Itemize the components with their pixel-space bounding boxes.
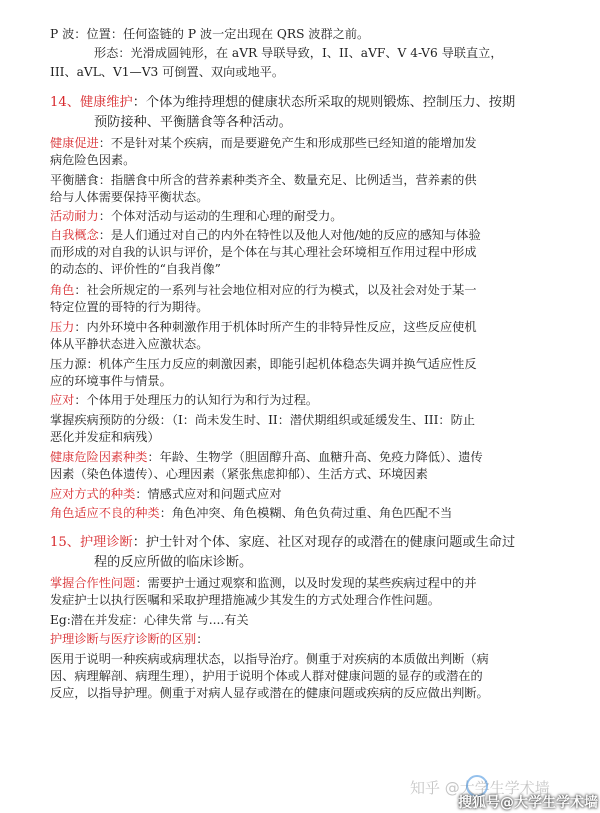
stressor-cont: 应的环境事件与情景。 <box>50 374 172 388</box>
watermark-logo-icon <box>466 775 488 797</box>
balanced-diet-cont: 给与人体需要保持平衡状态。 <box>50 190 209 204</box>
zhihu-watermark: 知乎 @大学生学术墙 <box>410 779 550 797</box>
health-risk-factors-term: 健康危险因素种类 <box>50 450 148 464</box>
collaborative-problem-term: 掌握合作性问题 <box>50 576 136 590</box>
section-15-term: 护理诊断 <box>79 535 133 550</box>
stress-term: 压力 <box>50 320 75 334</box>
diagnosis-difference-heading <box>50 632 208 647</box>
example-line: Eg:潜在并发症：心律失常 与....有关 <box>50 613 249 627</box>
role-maladaptation-text: ：角色冲突、角色模糊、角色负荷过重、角色匹配不当 <box>159 506 453 520</box>
section-15-heading-cont: 程的反应所做的临床诊断。 <box>94 555 253 570</box>
self-concept <box>50 228 481 243</box>
collaborative-problem-text: ：需要护士通过观察和监测，以及时发现的某些疾病过程中的并 <box>135 576 477 590</box>
role-text: ：社会所规定的一系列与社会地位相对应的行为模式，以及社会对处于某一 <box>74 283 477 297</box>
health-promotion <box>50 136 477 151</box>
stress-text: ：内外环境中各种刺激作用于机体时所产生的非特异性反应，这些反应使机 <box>74 320 477 334</box>
coping-text: ：个体用于处理压力的认知行为和行为过程。 <box>74 393 319 407</box>
activity-tolerance-text: ：个体对活动与运动的生理和心理的耐受力。 <box>98 209 343 223</box>
coping <box>50 393 318 408</box>
role <box>50 283 477 298</box>
health-risk-factors-cont: 因素（染色体遗传）、心理因素（紧张焦虑抑郁）、生活方式、环境因素 <box>50 467 428 481</box>
diagnosis-difference-line-1: 医用于说明一种疾病或病理状态，以指导治疗。侧重于对疾病的本质做出判断（病 <box>50 652 489 666</box>
p-wave-position: P 波：位置：任何盗链的 P 波一定出现在 QRS 波群之前。 <box>50 27 370 41</box>
health-promotion-text: ：不是针对某个疾病，而是要避免产生和形成那些已经知道的能增加发 <box>98 136 477 150</box>
section-15-heading-text: ：护士针对个体、家庭、社区对现存的或潜在的健康问题或生命过 <box>132 535 516 550</box>
p-wave-shape-line-2: III、aVL、V1—V3 可倒置、双向或地平。 <box>50 65 285 79</box>
p-wave-shape-line-1: 形态：光滑成圆钝形，在 aVR 导联导致，I、II、aVF、V 4-V6 导联直立， <box>94 46 503 60</box>
coping-types-term: 应对方式的种类 <box>50 487 136 501</box>
balanced-diet: 平衡膳食：指膳食中所含的营养素种类齐全、数量充足、比例适当，营养素的供 <box>50 173 477 187</box>
disease-prevention-levels: 掌握疾病预防的分级：（I：尚未发生时、II：潜伏期组织或延缓发生、III：防止 <box>50 413 475 427</box>
section-15-heading <box>50 535 515 550</box>
diagnosis-difference-term: 护理诊断与医疗诊断的区别 <box>50 632 197 646</box>
activity-tolerance-term: 活动耐力 <box>50 209 99 223</box>
self-concept-term: 自我概念 <box>50 228 99 242</box>
coping-types-text: ：情感式应对和问题式应对 <box>135 487 282 501</box>
coping-term: 应对 <box>50 393 75 407</box>
self-concept-text: ：是人们通过对自己的内外在特性以及他人对他/她的反应的感知与体验 <box>98 228 481 242</box>
health-risk-factors-text: ：年龄、生物学（胆固醇升高、血糖升高、免疫力降低）、遗传 <box>147 450 483 464</box>
health-promotion-term: 健康促进 <box>50 136 99 150</box>
stressor: 压力源：机体产生压力反应的刺激因素，即能引起机体稳态失调并换气适应性反 <box>50 357 477 371</box>
section-15-number: 15、 <box>50 535 80 550</box>
self-concept-cont-2: 的动态的、评价性的“自我肖像” <box>50 262 221 276</box>
section-14-heading-cont: 预防接种、平衡膳食等各种活动。 <box>94 115 292 130</box>
diagnosis-difference-line-3: 反应，以指导护理。侧重于对病人显存或潜在的健康问题或疾病的反应做出判断。 <box>50 686 489 700</box>
section-14-term: 健康维护 <box>79 95 133 110</box>
health-risk-factors <box>50 450 483 465</box>
disease-prevention-levels-cont: 恶化并发症和病残） <box>50 430 160 444</box>
section-14-heading <box>50 95 515 110</box>
section-14-heading-text: ：个体为维持理想的健康状态所采取的规则锻炼、控制压力、按期 <box>132 95 516 110</box>
self-concept-cont-1: 而形成的对自我的认识与评价，是个体在与其心理社会环境相互作用过程中形成 <box>50 245 477 259</box>
role-maladaptation-term: 角色适应不良的种类 <box>50 506 160 520</box>
stress <box>50 320 477 335</box>
collaborative-problem-cont: 发症护士以执行医嘱和采取护理措施减少其发生的方式处理合作性问题。 <box>50 593 440 607</box>
diagnosis-difference-colon: ： <box>196 632 209 646</box>
activity-tolerance <box>50 209 343 224</box>
health-promotion-cont: 病危险色因素。 <box>50 153 136 167</box>
stress-cont: 体从平静状态进入应激状态。 <box>50 337 209 351</box>
sohu-watermark: 搜狐号@大学生学术墙 <box>458 795 598 811</box>
diagnosis-difference-line-2: 因、病理解剖、病理生理），护用于说明个体或人群对健康问题的显存的或潜在的 <box>50 669 483 683</box>
collaborative-problem <box>50 576 477 591</box>
role-maladaptation <box>50 506 452 521</box>
role-cont: 特定位置的哥特的行为期待。 <box>50 300 209 314</box>
role-term: 角色 <box>50 283 75 297</box>
section-14-number: 14、 <box>50 95 80 110</box>
coping-types <box>50 487 282 502</box>
